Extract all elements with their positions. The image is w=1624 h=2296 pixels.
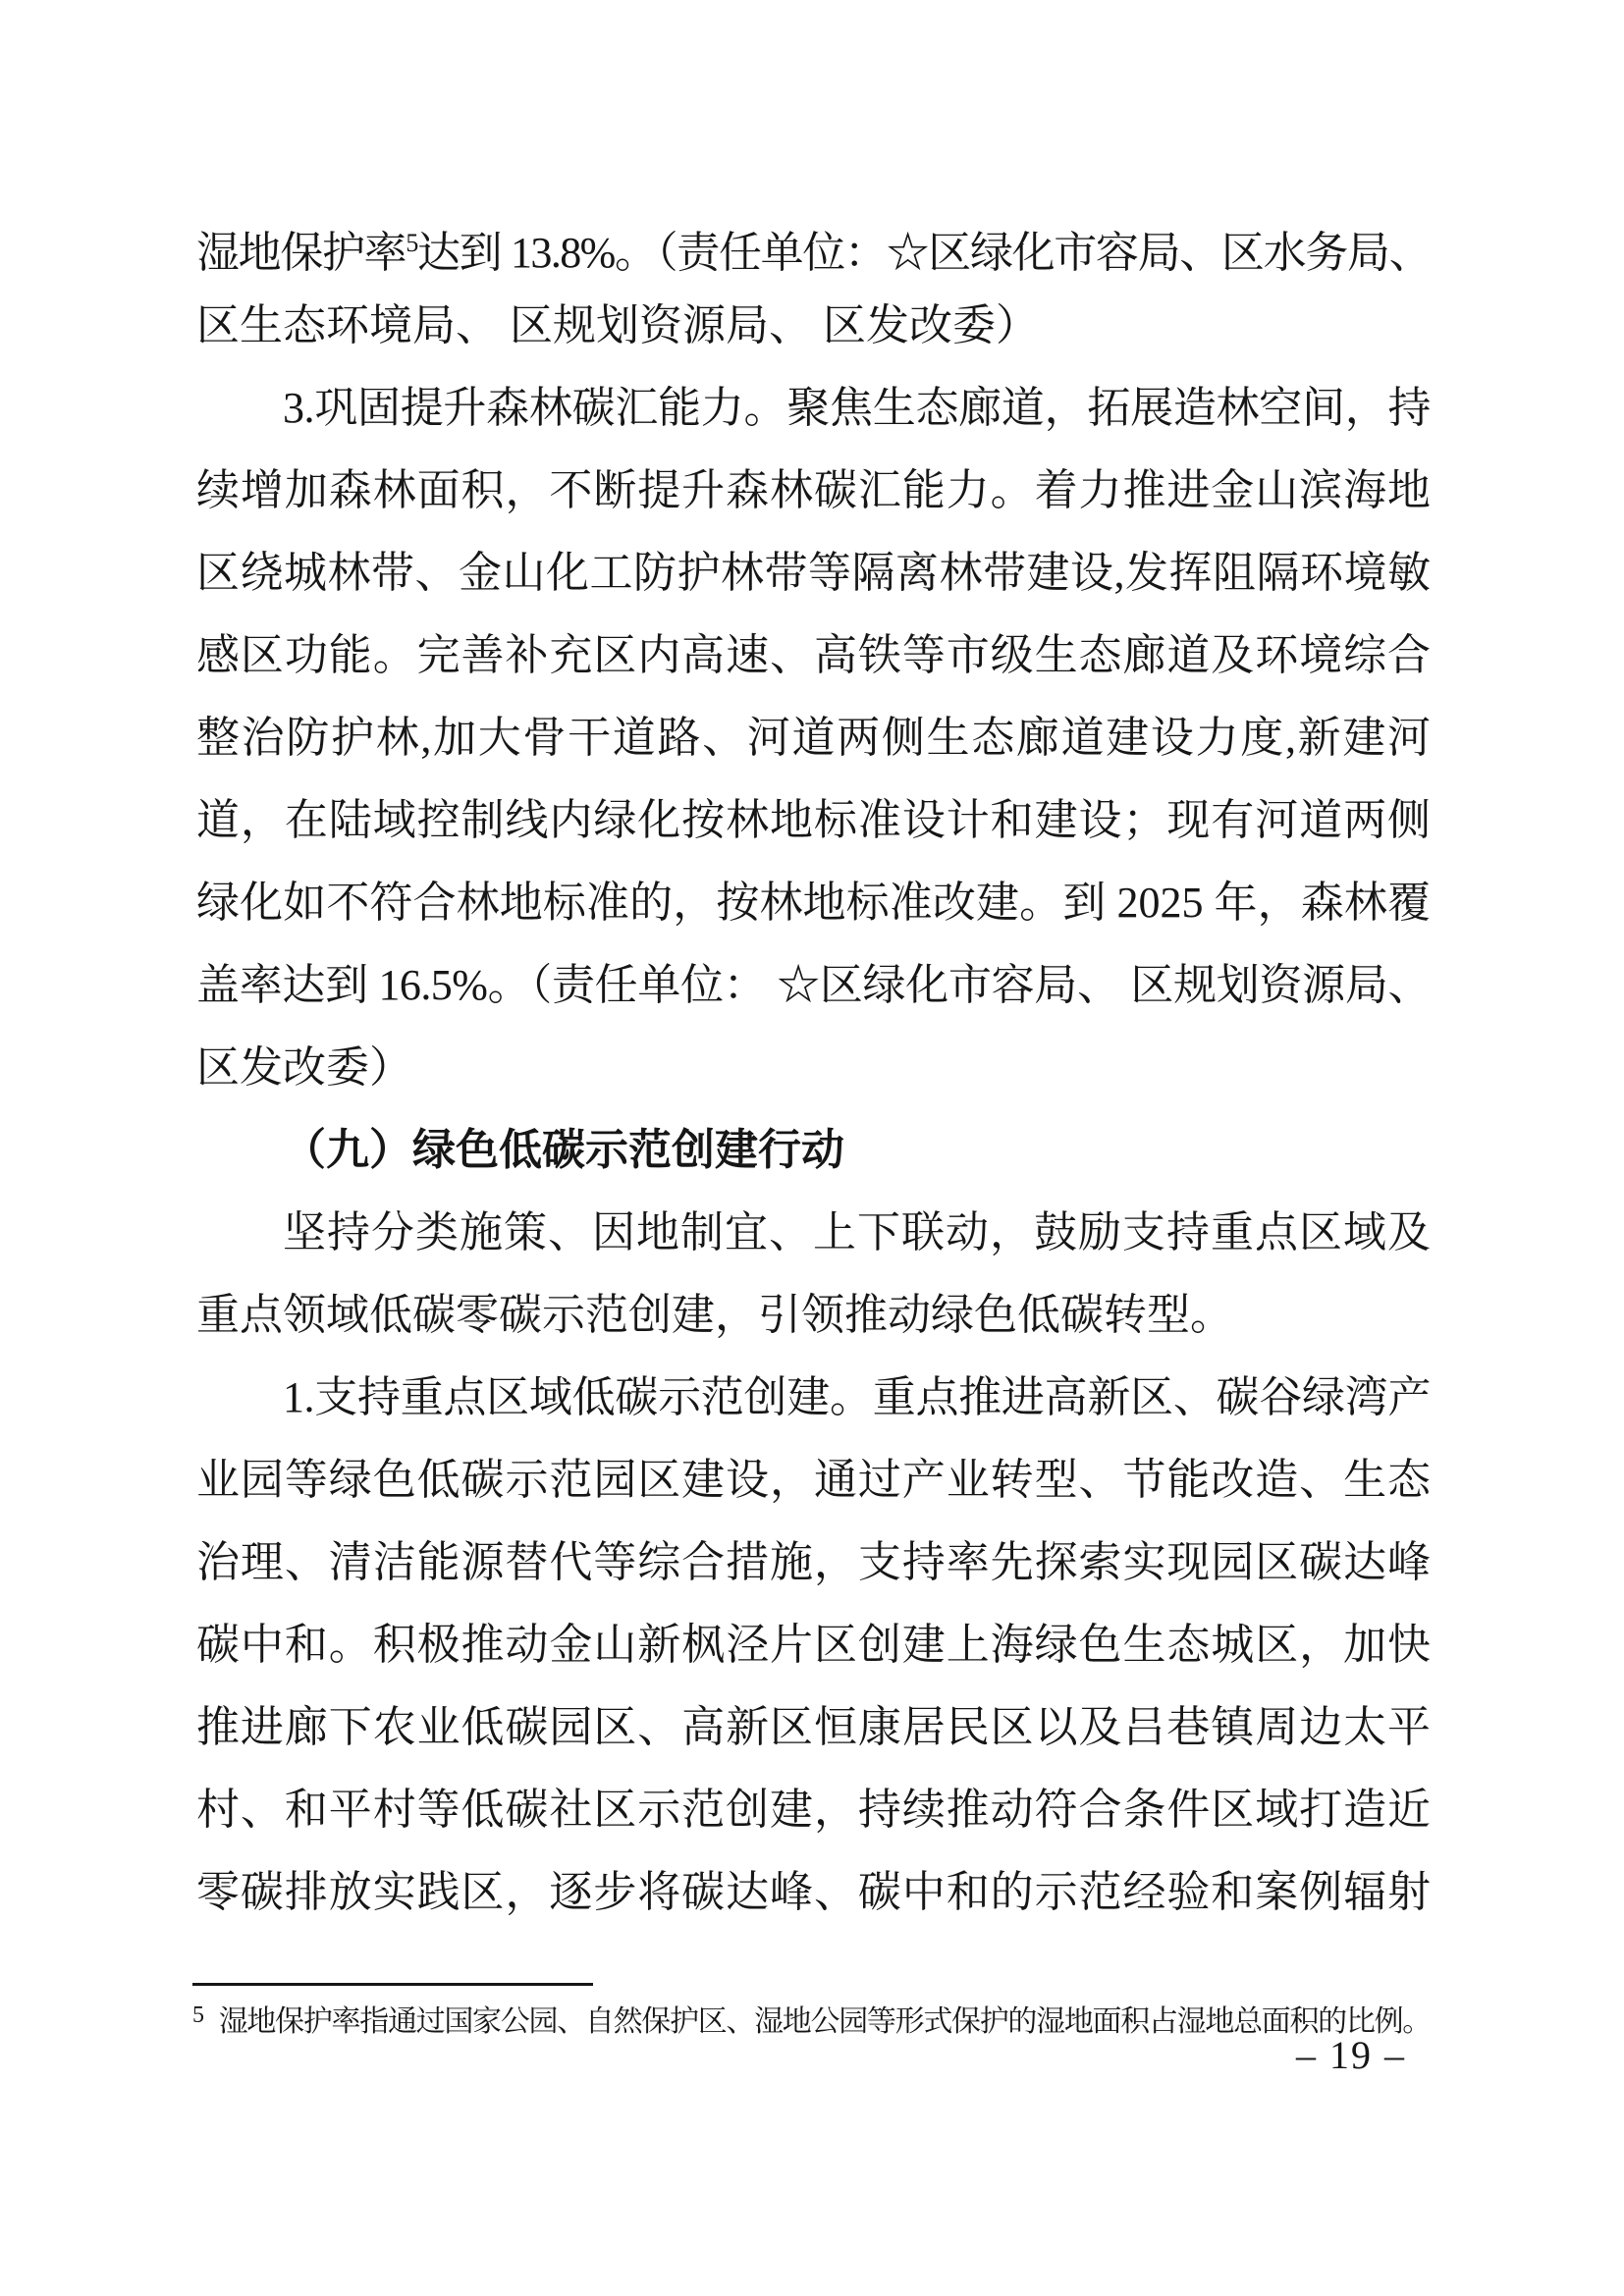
text-segment: 区发改委）	[196, 1043, 412, 1092]
text-segment: 3.巩固提升森林碳汇能力。聚焦生态廊道，拓展造林空间，持	[283, 384, 1431, 432]
text-segment: 治理、清洁能源替代等综合措施，支持率先探索实现园区碳达峰	[196, 1538, 1431, 1586]
text-segment: 道，在陆域控制线内绿化按林地标准设计和建设；现有河道两侧	[196, 796, 1431, 844]
text-segment: （九）绿色低碳示范创建行动	[283, 1126, 844, 1174]
text-line	[196, 944, 1431, 1027]
text-line	[196, 614, 1431, 697]
text-segment: 感区功能。完善补充区内高速、高铁等市级生态廊道及环境综合	[196, 631, 1431, 679]
text-line	[196, 1439, 1431, 1522]
footnote-text: 湿地保护率指通过国家公园、自然保护区、湿地公园等形式保护的湿地面积占湿地总面积的比例。	[218, 2005, 1431, 2038]
text-segment: 区生态环境局、 区规划资源局、 区发改委）	[196, 301, 1039, 349]
footnote-reference-superscript: 5	[406, 229, 417, 257]
text-line	[196, 1192, 1431, 1274]
text-segment: 零碳排放实践区，逐步将碳达峰、碳中和的示范经验和案例辐射	[196, 1868, 1431, 1916]
text-line	[196, 285, 1431, 367]
text-line	[196, 202, 1431, 285]
text-segment: 绿化如不符合林地标准的，按林地标准改建。到 2025 年，森林覆	[196, 879, 1431, 927]
text-segment: 续增加森林面积，不断提升森林碳汇能力。着力推进金山滨海地	[196, 466, 1431, 514]
footnote-marker: 5	[192, 2002, 203, 2028]
text-segment: 推进廊下农业低碳园区、高新区恒康居民区以及吕巷镇周边太平	[196, 1703, 1431, 1751]
text-line	[196, 450, 1431, 532]
text-segment: 达到 13.8%。（责任单位：☆区绿化市容局、区水务局、	[416, 229, 1431, 277]
text-line	[196, 1357, 1431, 1439]
text-segment: 整治防护林,加大骨干道路、河道两侧生态廊道建设力度,新建河	[196, 714, 1431, 762]
text-line	[196, 1851, 1431, 1934]
text-line	[196, 1027, 1431, 1109]
text-segment: 坚持分类施策、因地制宜、上下联动，鼓励支持重点区域及	[283, 1208, 1431, 1256]
text-line	[196, 1686, 1431, 1769]
text-line	[196, 367, 1431, 450]
text-line	[196, 532, 1431, 614]
text-line	[196, 1769, 1431, 1851]
text-segment: 业园等绿色低碳示范园区建设，通过产业转型、节能改造、生态	[196, 1456, 1431, 1504]
text-segment: 村、和平村等低碳社区示范创建，持续推动符合条件区域打造近	[196, 1786, 1431, 1834]
text-segment: 碳中和。积极推动金山新枫泾片区创建上海绿色生态城区，加快	[196, 1621, 1431, 1669]
footnote	[192, 1995, 1431, 2043]
text-segment: 1.支持重点区域低碳示范创建。重点推进高新区、碳谷绿湾产	[283, 1373, 1431, 1421]
text-segment: 区绕城林带、金山化工防护林带等隔离林带建设,发挥阻隔环境敏	[196, 549, 1431, 597]
text-line	[196, 862, 1431, 944]
text-line	[196, 697, 1431, 779]
text-line	[196, 779, 1431, 862]
text-line	[196, 1522, 1431, 1604]
text-segment: 盖率达到 16.5%。（责任单位： ☆区绿化市容局、 区规划资源局、	[196, 961, 1431, 1009]
footnote-separator-rule	[192, 1983, 593, 1986]
text-line	[196, 1604, 1431, 1686]
main-text	[196, 202, 1431, 1934]
text-segment: 湿地保护率	[196, 229, 406, 277]
section-heading-line	[196, 1109, 1431, 1192]
page-number: – 19 –	[1296, 2033, 1406, 2077]
text-line	[196, 1274, 1431, 1357]
text-segment: 重点领域低碳零碳示范创建，引领推动绿色低碳转型。	[196, 1291, 1233, 1339]
